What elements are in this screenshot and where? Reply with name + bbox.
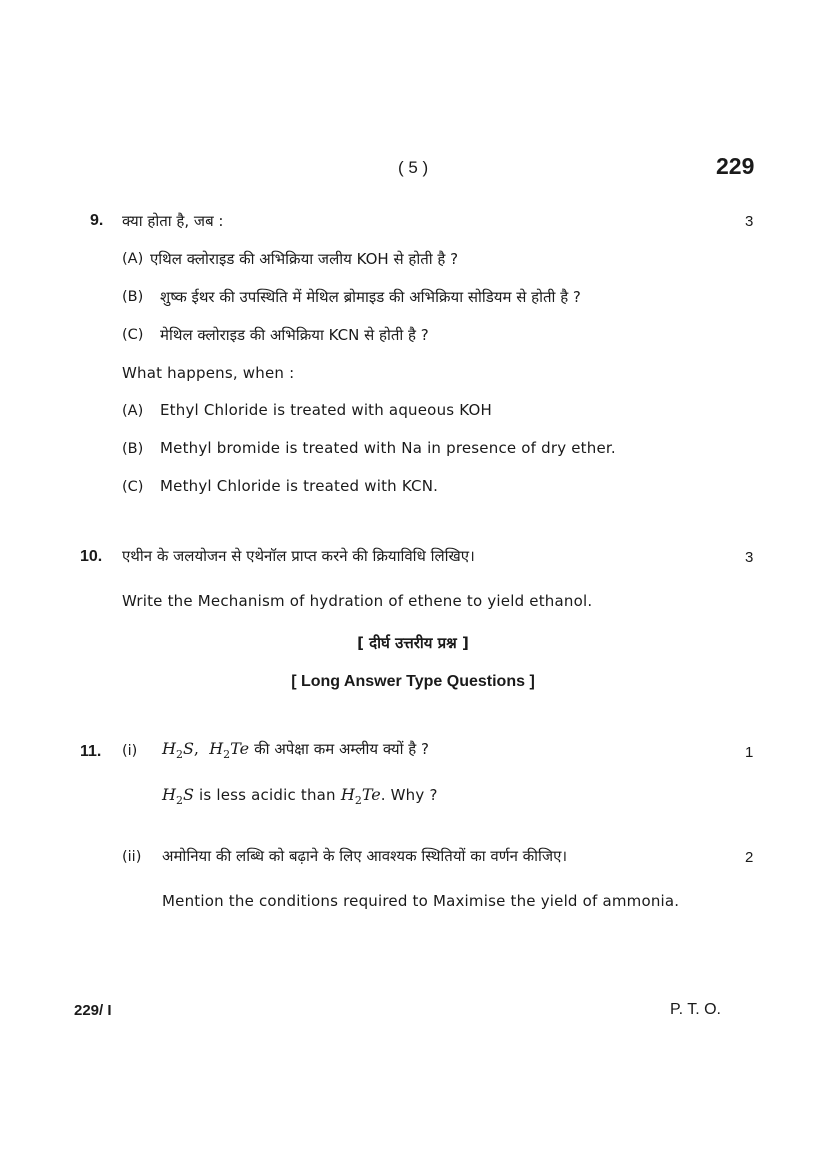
q9-english-prompt: What happens, when :	[122, 364, 295, 382]
q9-hindi-c-label: (C)	[122, 327, 144, 343]
q9-hindi-c: मेथिल क्लोराइड की अभिक्रिया KCN से होती है ?	[160, 326, 429, 344]
q9-english-a-label: (A)	[122, 403, 144, 419]
q11-part-i-english-end: . Why ?	[380, 786, 438, 804]
q9-hindi-a-label: (A)	[122, 251, 144, 267]
q9-english-b: Methyl bromide is treated with Na in presence of dry ether.	[160, 439, 616, 457]
q10-hindi: एथीन के जलयोजन से एथेनॉल प्राप्त करने की क्रियाविधि लिखिए।	[122, 547, 475, 565]
q11-part-ii-marks: 2	[745, 849, 754, 866]
formula-h2s: $H_2S$	[162, 739, 194, 762]
section-heading-english: [ Long Answer Type Questions ]	[291, 673, 535, 690]
q9-english-b-label: (B)	[122, 441, 144, 457]
formula-h2te: $H_2Te$	[209, 739, 250, 762]
q11-part-i-english-mid: is less acidic than	[199, 786, 336, 804]
q9-english-c-label: (C)	[122, 479, 144, 495]
question-number-9: 9.	[90, 212, 104, 229]
page-number: ( 5 )	[398, 158, 429, 177]
q11-part-i-english-line	[162, 785, 438, 807]
q9-english-a: Ethyl Chloride is treated with aqueous KOH	[160, 401, 492, 419]
question-number-10: 10.	[80, 548, 103, 565]
q11-part-i-hindi: की अपेक्षा कम अम्लीय क्यों है ?	[254, 740, 429, 758]
paper-code: 229	[716, 153, 755, 179]
q11-part-i-hindi-line: $H_2S$, $H_2Te$ की अपेक्षा कम अम्लीय क्यों है ?	[162, 739, 429, 762]
q11-part-ii-english: Mention the conditions required to Maximise the yield of ammonia.	[162, 892, 680, 910]
q9-hindi-b: शुष्क ईथर की उपस्थिति में मेथिल ब्रोमाइड की अभिक्रिया सोडियम से होती है ?	[160, 288, 581, 306]
formula-h2s-en: $H_2S$	[162, 785, 194, 808]
q11-part-ii-hindi: अमोनिया की लब्धि को बढ़ाने के लिए आवश्यक स्थितियों का वर्णन कीजिए।	[162, 847, 568, 865]
q10-marks: 3	[745, 549, 754, 566]
q11-part-i-label: (i)	[122, 743, 138, 759]
footer-code: 229/ I	[74, 1002, 112, 1019]
q9-hindi-b-label: (B)	[122, 289, 144, 305]
q11-part-i-marks: 1	[745, 744, 754, 761]
question-number-11: 11.	[80, 743, 102, 760]
q9-english-c: Methyl Chloride is treated with KCN.	[160, 477, 439, 495]
q9-hindi-prompt: क्या होता है, जब :	[122, 212, 224, 230]
q10-english: Write the Mechanism of hydration of ethene to yield ethanol.	[122, 592, 593, 610]
q9-marks: 3	[745, 213, 754, 230]
section-heading-hindi: [ दीर्घ उत्तरीय प्रश्न ]	[357, 634, 469, 652]
q11-part-ii-label: (ii)	[122, 849, 142, 865]
footer-pto: P. T. O.	[670, 1001, 721, 1018]
q9-hindi-a: एथिल क्लोराइड की अभिक्रिया जलीय KOH से होती है ?	[150, 250, 459, 268]
formula-h2te-en: $H_2Te$	[340, 785, 381, 808]
